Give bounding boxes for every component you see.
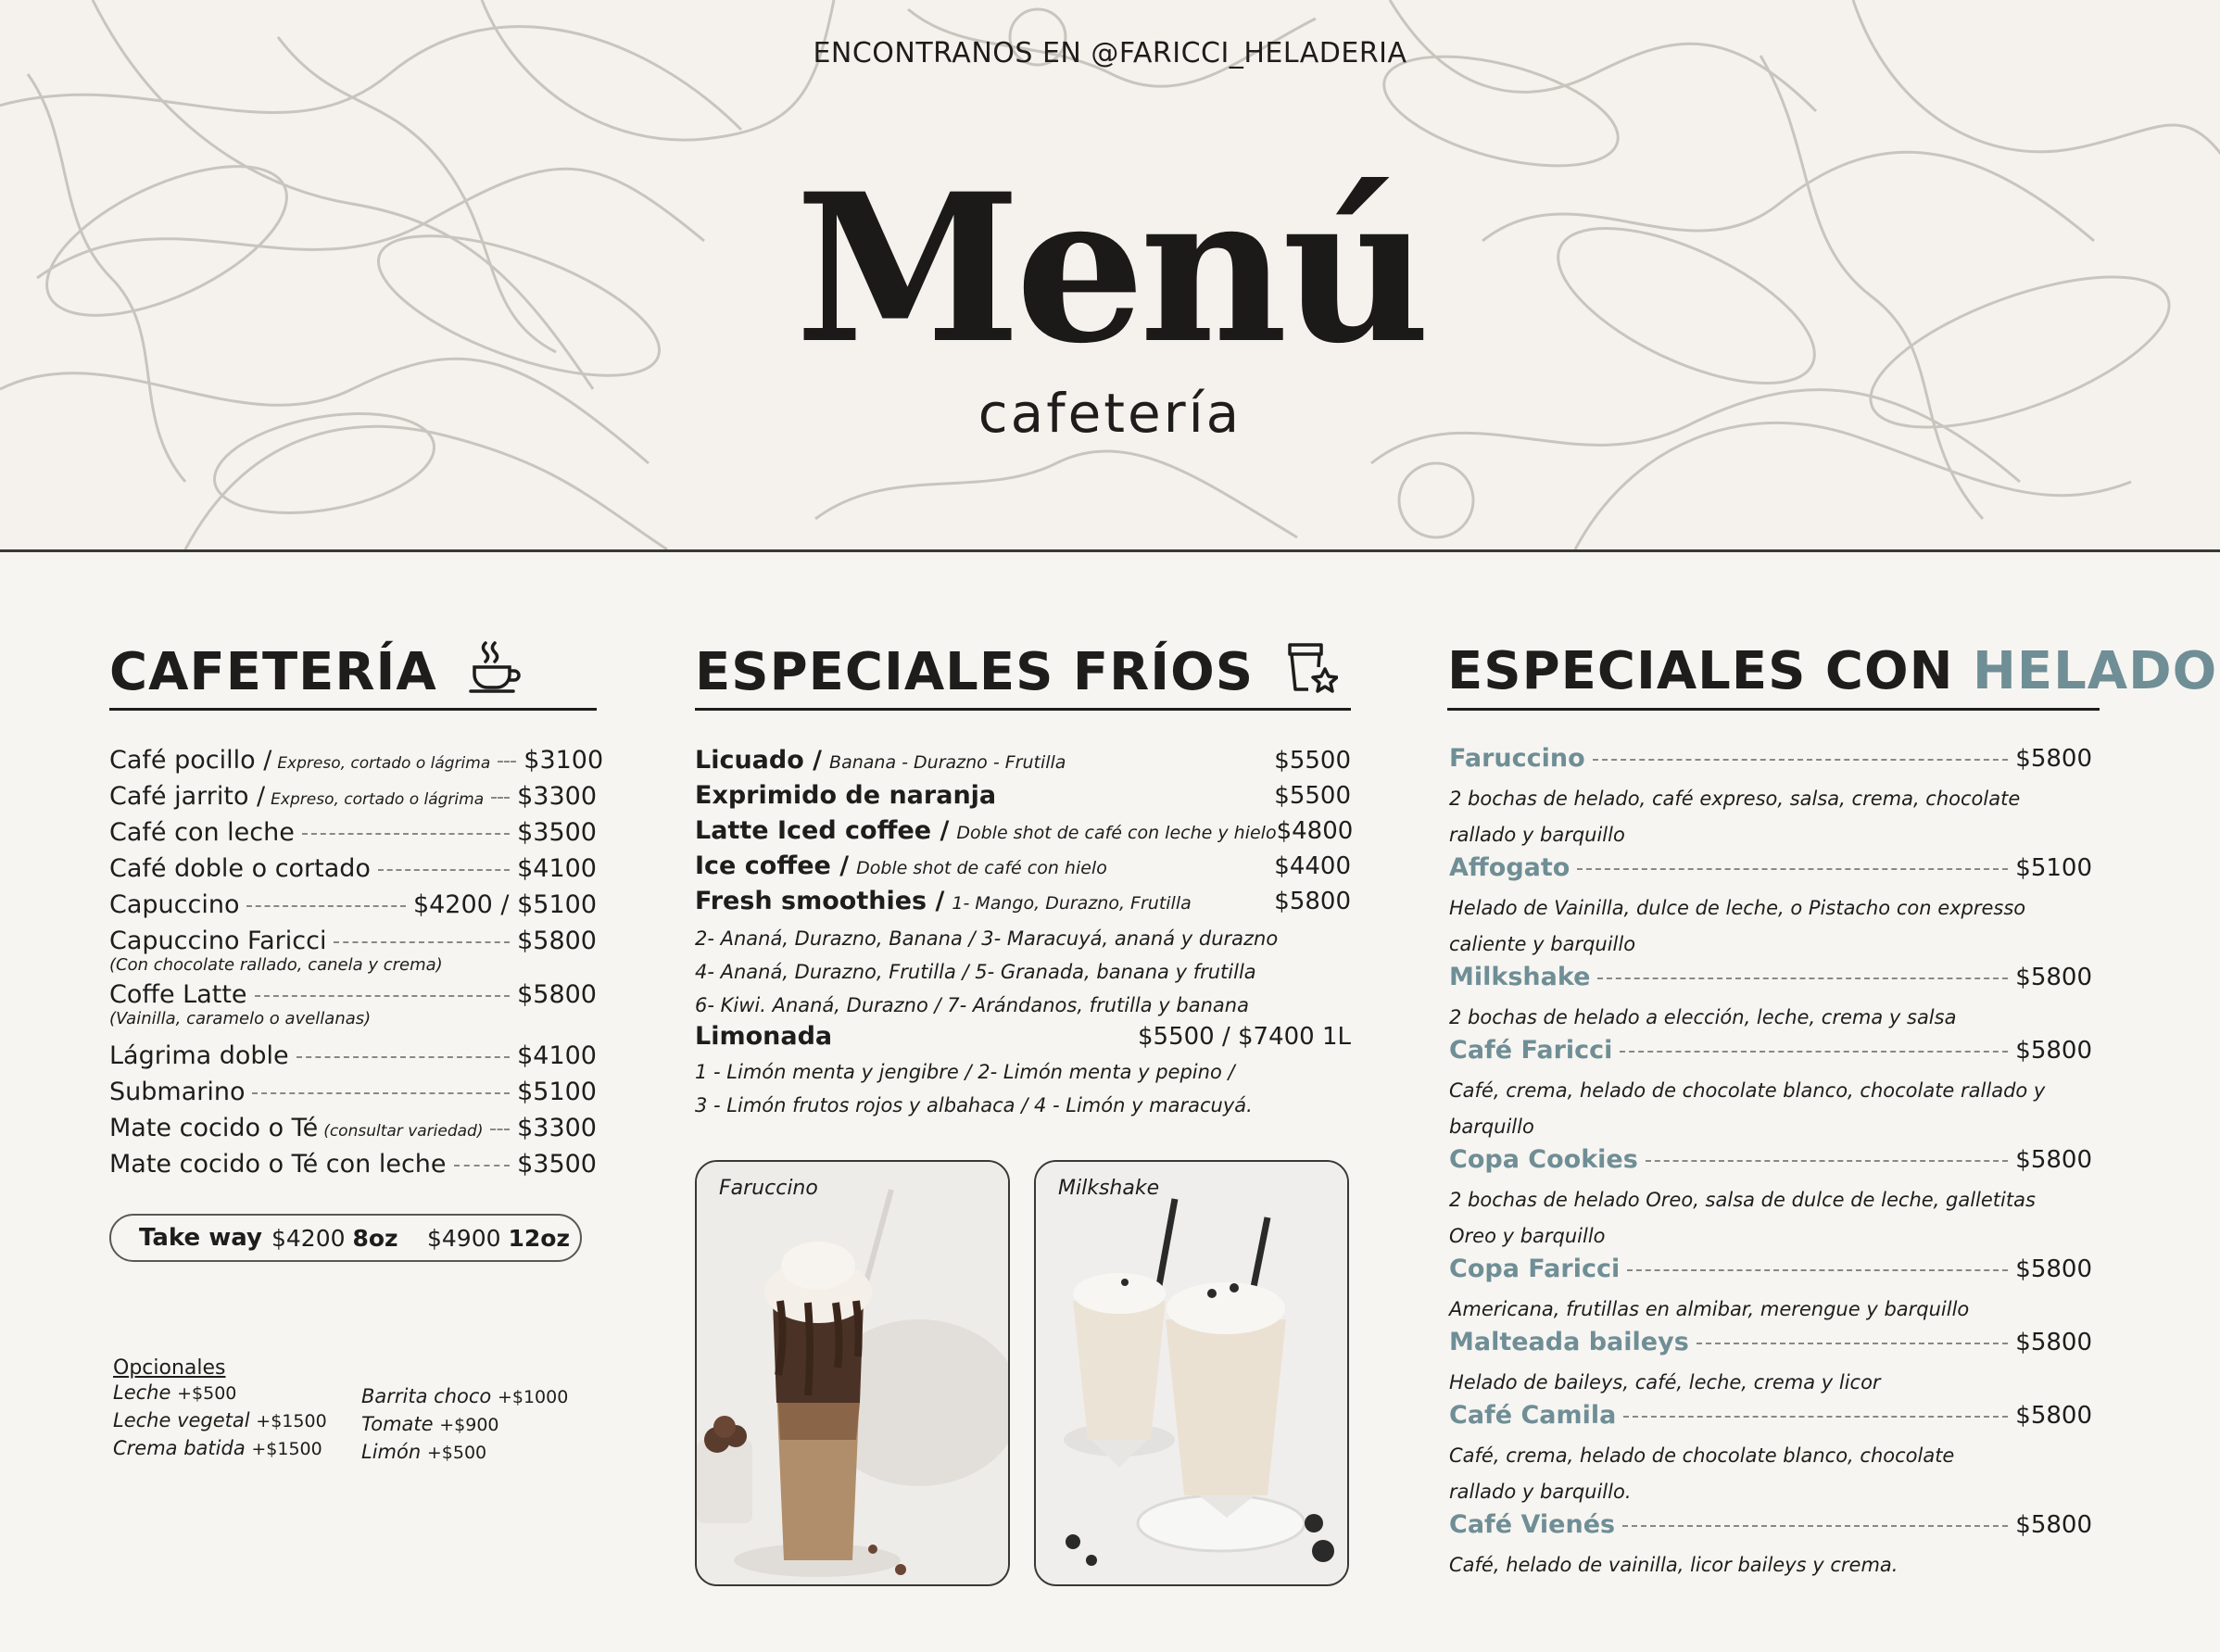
- takeaway-box: [109, 1214, 582, 1262]
- menu-item: [109, 854, 597, 890]
- item-description: Doble shot de café con hielo: [856, 858, 1107, 878]
- frios-title: [695, 639, 1351, 711]
- item-price: $4400: [1274, 852, 1351, 880]
- item-name: Capuccino Faricci: [109, 927, 327, 955]
- item-name: Malteada baileys: [1449, 1328, 1689, 1356]
- dot-leader: [1623, 1416, 2008, 1418]
- item-name: Fresh smoothies /: [695, 887, 945, 915]
- item-price: $5800: [517, 927, 597, 955]
- menu-item: [1449, 963, 2092, 1000]
- opcional-item: [113, 1435, 361, 1463]
- dot-leader: [302, 833, 510, 835]
- helado-section: [1447, 639, 2218, 1583]
- takeaway-price-12oz: $4900: [427, 1224, 501, 1252]
- opcionales-title: Opcionales: [113, 1356, 226, 1380]
- menu-item: [695, 887, 1351, 922]
- item-price: $4100: [517, 854, 597, 883]
- item-price: $5100: [2015, 854, 2092, 882]
- item-description: 2 bochas de helado Oreo, salsa de dulce de leche, galletitas: [1449, 1189, 2036, 1211]
- menu-item: [695, 781, 1351, 816]
- item-description: Helado de Vainilla, dulce de leche, o Pistacho con expresso: [1449, 897, 2026, 919]
- item-description: rallado y barquillo: [1449, 824, 1625, 846]
- item-price: $5800: [2015, 1402, 2092, 1430]
- menu-item: [109, 1150, 597, 1186]
- takeaway-8oz: [271, 1225, 427, 1252]
- item-description: Oreo y barquillo: [1449, 1225, 1606, 1247]
- opcionales-block: [113, 1356, 595, 1467]
- dot-leader: [454, 1165, 511, 1166]
- limonada-option-line: 1 - Limón menta y jengibre / 2- Limón menta y pepino /: [695, 1061, 1235, 1083]
- opcional-price: +$900: [439, 1415, 499, 1435]
- milkshake-caption: Milkshake: [1058, 1177, 1160, 1200]
- dot-leader: [491, 797, 510, 799]
- menu-header: [0, 0, 2220, 552]
- item-price: $4200 / $5100: [412, 890, 597, 919]
- frios-list: [695, 746, 1354, 922]
- dot-leader: [1620, 1051, 2008, 1053]
- opcionales-left: [113, 1380, 361, 1467]
- milkshake-photo: [1034, 1160, 1349, 1586]
- item-price: $5500: [1274, 782, 1351, 810]
- menu-item: [109, 782, 597, 818]
- dot-leader: [252, 1092, 510, 1094]
- item-name: Café Vienés: [1449, 1510, 1616, 1539]
- milkshake-image: [1036, 1162, 1347, 1584]
- item-price: $5800: [2015, 1146, 2092, 1174]
- menu-item: [109, 890, 597, 927]
- frios-section: [695, 639, 1354, 1200]
- dot-leader: [1593, 759, 2009, 761]
- item-name: Café doble o cortado: [109, 854, 371, 883]
- menu-item: [695, 851, 1351, 887]
- item-name: Copa Cookies: [1449, 1145, 1638, 1174]
- item-description: Helado de baileys, café, leche, crema y licor: [1449, 1371, 1881, 1393]
- item-price: $3500: [517, 818, 597, 847]
- dot-leader: [1697, 1343, 2009, 1344]
- dot-leader: [1577, 868, 2008, 870]
- menu-item: [1449, 1036, 2092, 1073]
- item-name: Ice coffee /: [695, 851, 850, 880]
- menu-item: [109, 1114, 597, 1150]
- dot-leader: [246, 905, 405, 907]
- faruccino-photo: [695, 1160, 1010, 1586]
- takeaway-12oz: [427, 1225, 570, 1252]
- iced-cup-star-icon: [1284, 639, 1338, 693]
- item-name: Café pocillo /: [109, 746, 272, 775]
- cafeteria-list: [109, 746, 604, 1186]
- item-name: Affogato: [1449, 853, 1570, 882]
- dot-leader: [498, 761, 516, 763]
- item-price: $5800: [517, 980, 597, 1009]
- opcionales-right: [361, 1380, 568, 1467]
- item-name: Mate cocido o Té: [109, 1114, 319, 1142]
- item-description: rallado y barquillo.: [1449, 1481, 1632, 1503]
- item-description: Café, crema, helado de chocolate blanco, chocolate: [1449, 1444, 1955, 1467]
- item-note: (Con chocolate rallado, canela y crema): [109, 955, 443, 975]
- item-description: Expreso, cortado o lágrima: [277, 754, 491, 773]
- instagram-handle: ENCONTRANOS EN @FARICCI_HELADERIA: [813, 37, 1407, 69]
- menu-item: [1449, 1510, 2092, 1547]
- dot-leader: [1597, 977, 2008, 979]
- item-name: Copa Faricci: [1449, 1255, 1621, 1283]
- item-price: $5100: [517, 1078, 597, 1106]
- opcional-price: +$1500: [251, 1439, 322, 1459]
- item-description: Banana - Durazno - Frutilla: [829, 752, 1066, 773]
- menu-item: [1449, 1328, 2092, 1365]
- faruccino-caption: Faruccino: [719, 1177, 818, 1200]
- item-name: Café Faricci: [1449, 1036, 1613, 1065]
- item-name: Exprimido de naranja: [695, 781, 997, 810]
- dot-leader: [1627, 1269, 2008, 1271]
- opcional-price: +$500: [177, 1383, 237, 1404]
- item-price: $5800: [2015, 1329, 2092, 1356]
- menu-item: [1449, 1145, 2092, 1182]
- item-name: Lágrima doble: [109, 1041, 289, 1070]
- item-price: $5800: [2015, 1037, 2092, 1065]
- item-description: Café, helado de vainilla, licor baileys y crema.: [1449, 1554, 1898, 1576]
- opcional-name: Barrita choco: [361, 1385, 492, 1407]
- item-description: Café, crema, helado de chocolate blanco, chocolate rallado y: [1449, 1079, 2046, 1102]
- opcional-price: +$500: [426, 1443, 487, 1463]
- item-name: Licuado /: [695, 746, 823, 775]
- limonada-option-line: 3 - Limón frutos rojos y albahaca / 4 - Limón y maracuyá.: [695, 1094, 1253, 1116]
- coffee-cup-icon: [467, 639, 524, 693]
- page-subtitle: cafetería: [978, 382, 1242, 445]
- item-name: Submarino: [109, 1078, 246, 1106]
- menu-item: [1449, 853, 2092, 890]
- menu-item: [109, 746, 604, 782]
- opcional-item: [361, 1439, 568, 1467]
- item-description: barquillo: [1449, 1116, 1534, 1138]
- takeaway-price-8oz: $4200: [271, 1224, 346, 1252]
- cafeteria-title: [109, 639, 597, 711]
- item-name: Faruccino: [1449, 744, 1585, 773]
- limonada-row: [695, 1022, 1351, 1055]
- item-name: Café Camila: [1449, 1401, 1617, 1430]
- item-description: 2 bochas de helado, café expreso, salsa, crema, chocolate: [1449, 788, 2021, 810]
- smoothie-option-line: 2- Ananá, Durazno, Banana / 3- Maracuyá, ananá y durazno: [695, 927, 1279, 950]
- cafeteria-section: [109, 639, 604, 1463]
- item-price: $3500: [517, 1150, 597, 1179]
- limonada-price: $5500 / $7400 1L: [1137, 1023, 1351, 1051]
- item-name: Mate cocido o Té con leche: [109, 1150, 447, 1179]
- item-price: $5800: [2015, 1511, 2092, 1539]
- opcional-name: Leche vegetal: [113, 1409, 250, 1431]
- opcional-item: [361, 1383, 568, 1411]
- smoothie-option-line: 4- Ananá, Durazno, Frutilla / 5- Granada, banana y frutilla: [695, 961, 1256, 983]
- menu-item: [109, 818, 597, 854]
- dot-leader: [1646, 1160, 2008, 1162]
- menu-item: [1449, 1255, 2092, 1292]
- opcional-price: +$1000: [497, 1387, 569, 1407]
- opcional-item: [113, 1380, 361, 1407]
- opcional-name: Tomate: [361, 1413, 434, 1435]
- item-description: Expreso, cortado o lágrima: [271, 790, 485, 809]
- dot-leader: [334, 941, 510, 943]
- takeaway-size-12oz: 12oz: [508, 1224, 571, 1252]
- menu-item: [109, 1041, 597, 1078]
- smoothie-option-line: 6- Kiwi. Ananá, Durazno / 7- Arándanos, frutilla y banana: [695, 994, 1249, 1016]
- limonada-options: [695, 1055, 1351, 1122]
- item-name: Latte Iced coffee /: [695, 816, 950, 845]
- item-price: $5800: [1274, 888, 1351, 915]
- page-title: Menú: [795, 148, 1425, 388]
- menu-item: [1449, 1401, 2092, 1438]
- item-name: Café con leche: [109, 818, 295, 847]
- item-price: $5500: [1274, 747, 1351, 775]
- helado-title-part1: ESPECIALES CON: [1447, 641, 1954, 701]
- opcional-price: +$1500: [256, 1411, 327, 1431]
- helado-title-accent: HELADO: [1973, 641, 2218, 701]
- item-note: (Vainilla, caramelo o avellanas): [109, 1009, 372, 1028]
- item-name: Capuccino: [109, 890, 240, 919]
- opcional-item: [113, 1407, 361, 1435]
- item-price: $3100: [523, 746, 604, 775]
- menu-item: [695, 746, 1351, 781]
- item-name: Milkshake: [1449, 963, 1591, 991]
- dot-leader: [1622, 1525, 2008, 1527]
- helado-title: [1447, 639, 2218, 711]
- dot-leader: [378, 869, 510, 871]
- item-description: (consultar variedad): [323, 1122, 484, 1141]
- limonada-name: Limonada: [695, 1022, 833, 1051]
- opcional-name: Crema batida: [113, 1437, 246, 1459]
- item-price: $5800: [2015, 964, 2092, 991]
- item-description: Americana, frutillas en almibar, merengue y barquillo: [1449, 1298, 1970, 1320]
- item-description: caliente y barquillo: [1449, 933, 1636, 955]
- item-price: $3300: [517, 782, 598, 811]
- dot-leader: [296, 1056, 510, 1058]
- menu-item: [695, 816, 1354, 851]
- menu-item: [109, 1078, 597, 1114]
- item-name: Café jarrito /: [109, 782, 266, 811]
- opcional-name: Leche: [113, 1381, 171, 1404]
- item-description: Doble shot de café con leche y hielo: [956, 823, 1277, 843]
- item-description: 2 bochas de helado a elección, leche, crema y salsa: [1449, 1006, 1957, 1028]
- helado-list: [1447, 744, 2100, 1583]
- opcional-item: [361, 1411, 568, 1439]
- opcional-name: Limón: [361, 1441, 422, 1463]
- item-price: $4100: [517, 1041, 597, 1070]
- item-description: 1- Mango, Durazno, Frutilla: [952, 893, 1192, 914]
- smoothie-options: [695, 922, 1351, 1022]
- item-name: Coffe Latte: [109, 980, 247, 1009]
- cafeteria-title-text: CAFETERÍA: [109, 642, 437, 702]
- takeaway-label: Take way: [139, 1224, 262, 1252]
- frios-title-text: ESPECIALES FRÍOS: [695, 642, 1255, 702]
- item-price: $3300: [517, 1114, 597, 1142]
- faruccino-image: [697, 1162, 1008, 1584]
- item-price: $4800: [1276, 817, 1354, 845]
- menu-item: [1449, 744, 2092, 781]
- item-price: $5800: [2015, 1255, 2092, 1283]
- dot-leader: [255, 995, 511, 997]
- takeaway-size-8oz: 8oz: [352, 1224, 398, 1252]
- dot-leader: [490, 1129, 510, 1130]
- item-price: $5800: [2015, 745, 2092, 773]
